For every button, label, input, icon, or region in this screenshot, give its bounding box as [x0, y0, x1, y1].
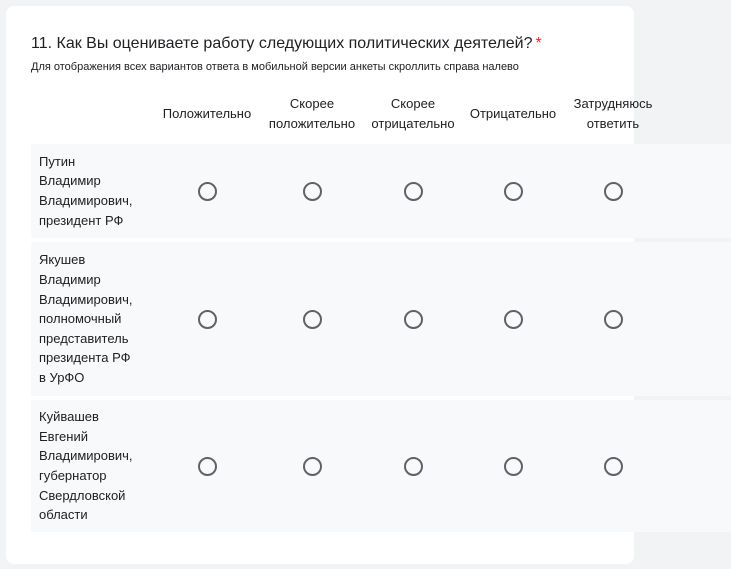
question-title [31, 33, 542, 55]
row-label [39, 407, 133, 525]
radio-col-rather-positive[interactable] [303, 457, 322, 476]
column-header-line: ответить [586, 116, 640, 131]
row-label-line: президент РФ [39, 212, 124, 228]
column-header-col-undecided [563, 90, 663, 138]
row-label-line: губернатор [39, 467, 107, 483]
radio-col-positive[interactable] [198, 310, 217, 329]
column-header-col-rather-positive [257, 90, 367, 138]
radio-col-undecided[interactable] [604, 182, 623, 201]
row-label-line: Владимирович, [39, 192, 133, 208]
required-asterisk: * [535, 35, 542, 52]
column-header-line: Затрудняюсь [573, 96, 653, 111]
row-label-line: Якушев [39, 252, 86, 268]
row-label-line: Владимир [39, 271, 101, 287]
radio-col-positive[interactable] [198, 457, 217, 476]
grid-row [31, 400, 731, 532]
row-label-line: Куйвашев [39, 409, 99, 425]
radio-col-rather-negative[interactable] [404, 457, 423, 476]
radio-col-negative[interactable] [504, 457, 523, 476]
column-header-line: Скорее [289, 96, 335, 111]
row-label-line: представитель [39, 330, 129, 346]
row-label-line: Путин [39, 153, 76, 169]
column-header-line: Отрицательно [469, 106, 557, 121]
grid-scroll-area[interactable] [31, 90, 653, 540]
row-label-line: области [39, 507, 88, 523]
radio-col-rather-positive[interactable] [303, 182, 322, 201]
radio-col-negative[interactable] [504, 310, 523, 329]
row-label-line: Евгений [39, 428, 88, 444]
column-header-line: Скорее [390, 96, 436, 111]
column-header-col-positive [152, 90, 262, 138]
column-header-line: отрицательно [371, 116, 455, 131]
column-header-col-negative [463, 90, 563, 138]
row-label-line: Владимирович, [39, 291, 133, 307]
grid-row [31, 144, 731, 238]
row-label-line: полномочный [39, 311, 122, 327]
grid-row [31, 242, 731, 396]
column-header-col-rather-negative [368, 90, 458, 138]
radio-col-rather-positive[interactable] [303, 310, 322, 329]
row-label [39, 152, 133, 230]
question-title-text: 11. Как Вы оцениваете работу следующих политических деятелей? [31, 35, 533, 52]
row-label-line: президента РФ [39, 350, 131, 366]
question-hint: Для отображения всех вариантов ответа в мобильной версии анкеты скроллить справа налево [31, 61, 519, 73]
question-card [6, 6, 653, 564]
row-label [39, 250, 133, 387]
row-label-line: Владимир [39, 173, 101, 189]
radio-col-undecided[interactable] [604, 457, 623, 476]
row-label-line: Владимирович, [39, 448, 133, 464]
radio-col-negative[interactable] [504, 182, 523, 201]
column-header-line: Положительно [162, 106, 252, 121]
radio-col-positive[interactable] [198, 182, 217, 201]
row-label-line: Свердловской [39, 487, 126, 503]
radio-col-rather-negative[interactable] [404, 182, 423, 201]
column-header-line: положительно [268, 116, 356, 131]
radio-col-rather-negative[interactable] [404, 310, 423, 329]
radio-col-undecided[interactable] [604, 310, 623, 329]
row-label-line: в УрФО [39, 369, 85, 385]
